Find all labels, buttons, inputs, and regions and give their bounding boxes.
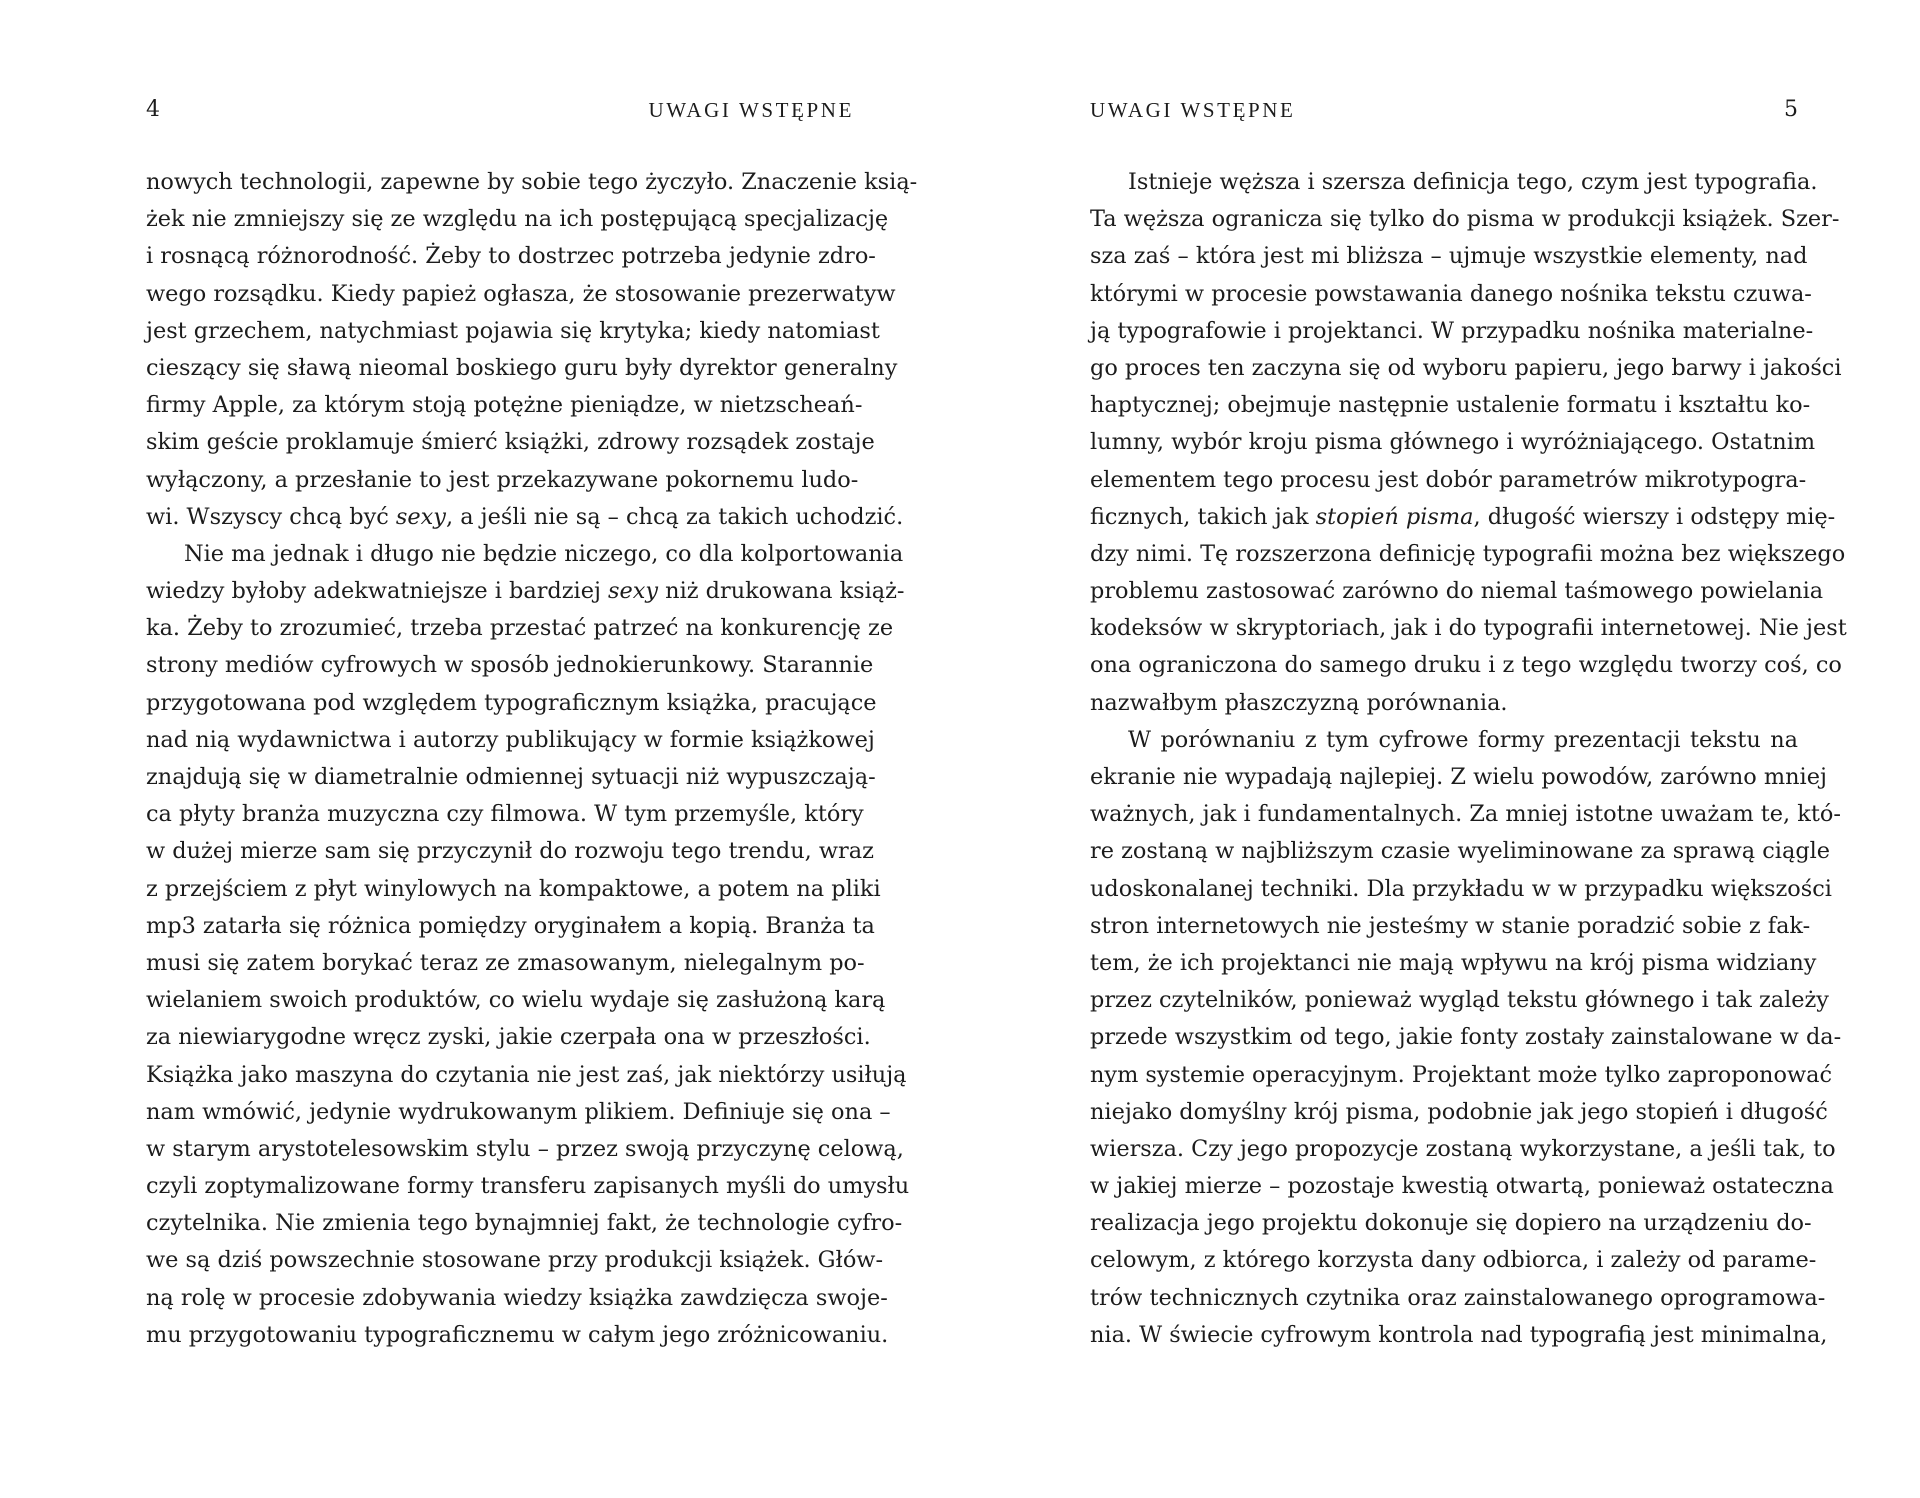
running-head: UWAGI WSTĘPNE — [648, 98, 854, 122]
text-line: jest grzechem, natychmiast pojawia się krytyka; kiedy natomiast — [146, 317, 880, 344]
text-line: niejako domyślny krój pisma, podobnie jak jego stopień i długość — [1090, 1098, 1828, 1125]
text-line: celowym, z którego korzysta dany odbiorca, i zależy od parame- — [1090, 1247, 1817, 1274]
text-line: skim geście proklamuje śmierć książki, zdrowy rozsądek zostaje — [146, 429, 875, 456]
text-line: tem, że ich projektanci nie mają wpływu na krój pisma widziany — [1090, 949, 1817, 976]
body-text — [146, 164, 918, 1354]
text-line: ca płyty branża muzyczna czy filmowa. W tym przemyśle, który — [146, 801, 864, 828]
text-line: cieszący się sławą nieomal boskiego guru były dyrektor generalny — [146, 354, 898, 381]
text-line: przede wszystkim od tego, jakie fonty zostały zainstalowane w da- — [1090, 1024, 1842, 1051]
text-line: wielaniem swoich produktów, co wielu wydaje się zasłużoną karą — [146, 987, 886, 1014]
text-line: dzy nimi. Tę rozszerzona definicję typografii można bez większego — [1090, 540, 1846, 567]
text-line: ną rolę w procesie zdobywania wiedzy książka zawdzięcza swoje- — [146, 1284, 888, 1311]
text-line: mu przygotowaniu typograficznemu w całym jego zróżnicowaniu. — [146, 1321, 889, 1348]
text-line: ekranie nie wypadają najlepiej. Z wielu powodów, zarówno mniej — [1090, 764, 1827, 790]
emphasis: stopień pisma — [1315, 503, 1474, 530]
text-line: przygotowana pod względem typograficznym książka, pracujące — [146, 689, 877, 716]
text-line: mp3 zatarła się różnica pomiędzy oryginałem a kopią. Branża ta — [146, 912, 875, 939]
text-line: wiersza. Czy jego propozycje zostaną wykorzystane, a jeśli tak, to — [1090, 1135, 1836, 1162]
body-text — [1090, 164, 1847, 1354]
text-line: przez czytelników, ponieważ wygląd tekstu głównego i tak zależy — [1090, 987, 1829, 1014]
text-line: i rosnącą różnorodność. Żeby to dostrzec potrzeba jedynie zdro- — [146, 243, 876, 270]
text-line: Nie ma jednak i długo nie będzie niczego, co dla kolportowania — [184, 540, 904, 567]
text-line: lumny, wybór kroju pisma głównego i wyróżniającego. Ostatnim — [1090, 429, 1816, 456]
text-line: nowych technologii, zapewne by sobie tego życzyło. Znaczenie ksią- — [146, 169, 918, 195]
emphasis: sexy — [608, 578, 659, 605]
text-line: za niewiarygodne wręcz zyski, jakie czerpała ona w przeszłości. — [146, 1024, 871, 1051]
text-line: stron internetowych nie jesteśmy w stanie poradzić sobie z fak- — [1090, 912, 1811, 939]
page-number: 4 — [146, 97, 160, 122]
text-line: w jakiej mierze – pozostaje kwestią otwartą, ponieważ ostateczna — [1090, 1173, 1834, 1200]
text-line: wi. Wszyscy chcą być sexy, a jeśli nie są – chcą za takich uchodzić. — [146, 503, 904, 530]
text-line: Istnieje węższa i szersza definicja tego, czym jest typografia. — [1128, 169, 1818, 195]
text-line: we są dziś powszechnie stosowane przy produkcji książek. Głów- — [146, 1247, 884, 1274]
right-page-header — [1090, 94, 1798, 126]
text-line: trów technicznych czytnika oraz zainstalowanego oprogramowa- — [1090, 1284, 1826, 1311]
text-line: udoskonalanej techniki. Dla przykładu w w przypadku większości — [1090, 875, 1832, 902]
text-line: nazwałbym płaszczyzną porównania. — [1090, 689, 1508, 716]
text-line: nam wmówić, jedynie wydrukowanym plikiem. Definiuje się ona – — [146, 1098, 891, 1125]
text-line: musi się zatem borykać teraz ze zmasowanym, nielegalnym po- — [146, 949, 865, 976]
text-line: wego rozsądku. Kiedy papież ogłasza, że stosowanie prezerwatyw — [146, 280, 896, 307]
text-line: kodeksów w skryptoriach, jak i do typografii internetowej. Nie jest — [1090, 615, 1847, 642]
text-line: strony mediów cyfrowych w sposób jednokierunkowy. Starannie — [146, 652, 874, 679]
text-line: go proces ten zaczyna się od wyboru papieru, jego barwy i jakości — [1090, 354, 1842, 381]
text-line: haptycznej; obejmuje następnie ustalenie formatu i kształtu ko- — [1090, 392, 1811, 419]
text-line: nia. W świecie cyfrowym kontrola nad typografią jest minimalna, — [1090, 1321, 1828, 1348]
text-line: Książka jako maszyna do czytania nie jest zaś, jak niektórzy usiłują — [146, 1061, 907, 1088]
emphasis: sexy — [395, 503, 446, 530]
text-line: ona ograniczona do samego druku i z tego względu tworzy coś, co — [1090, 652, 1842, 679]
text-line: ka. Żeby to zrozumieć, trzeba przestać patrzeć na konkurencję ze — [146, 615, 894, 642]
text-line: realizacja jego projektu dokonuje się dopiero na urządzeniu do- — [1090, 1210, 1812, 1237]
text-line: problemu zastosować zarówno do niemal taśmowego powielania — [1090, 578, 1824, 605]
text-line: ficznych, takich jak stopień pisma, długość wierszy i odstępy mię- — [1090, 503, 1836, 530]
text-line: elementem tego procesu jest dobór parametrów mikrotypogra- — [1090, 466, 1807, 493]
text-line: w dużej mierze sam się przyczynił do rozwoju tego trendu, wraz — [146, 838, 874, 865]
text-line: którymi w procesie powstawania danego nośnika tekstu czuwa- — [1090, 280, 1812, 307]
text-line: z przejściem z płyt winylowych na kompaktowe, a potem na pliki — [146, 875, 881, 902]
text-line: nad nią wydawnictwa i autorzy publikujący w formie książkowej — [146, 726, 875, 753]
right-page — [1090, 0, 1847, 1498]
text-line: w starym arystotelesowskim stylu – przez swoją przyczynę celową, — [146, 1135, 904, 1162]
left-page — [146, 0, 918, 1498]
text-line: wyłączony, a przesłanie to jest przekazywane pokornemu ludo- — [146, 466, 859, 493]
page-number: 5 — [1784, 97, 1798, 122]
text-line: sza zaś – która jest mi bliższa – ujmuje wszystkie elementy, nad — [1090, 243, 1808, 270]
text-line: firmy Apple, za którym stoją potężne pieniądze, w nietzscheań- — [146, 392, 863, 419]
text-line: re zostaną w najbliższym czasie wyeliminowane za sprawą ciągle — [1090, 838, 1831, 865]
running-head: UWAGI WSTĘPNE — [1090, 98, 1296, 122]
text-line: wiedzy byłoby adekwatniejsze i bardziej sexy niż drukowana książ- — [146, 578, 905, 605]
text-line: W porównaniu z tym cyfrowe formy prezentacji tekstu na — [1128, 726, 1798, 753]
text-line: Ta węższa ogranicza się tylko do pisma w produkcji książek. Szer- — [1090, 206, 1840, 233]
left-page-header — [146, 94, 854, 126]
text-line: czyli zoptymalizowane formy transferu zapisanych myśli do umysłu — [146, 1173, 910, 1200]
text-line: żek nie zmniejszy się ze względu na ich postępującą specjalizację — [146, 206, 889, 233]
text-line: czytelnika. Nie zmienia tego bynajmniej fakt, że technologie cyfro- — [146, 1210, 903, 1237]
text-line: ją typografowie i projektanci. W przypadku nośnika materialne- — [1090, 317, 1814, 344]
text-line: znajdują się w diametralnie odmiennej sytuacji niż wypuszczają- — [146, 764, 876, 790]
text-line: nym systemie operacyjnym. Projektant może tylko zaproponować — [1090, 1061, 1833, 1088]
text-line: ważnych, jak i fundamentalnych. Za mniej istotne uważam te, któ- — [1090, 801, 1841, 828]
